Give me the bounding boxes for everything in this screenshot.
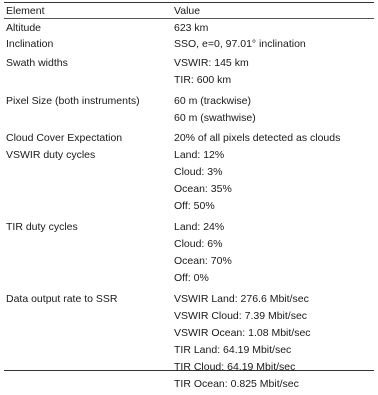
- row-value: TIR Land: 64.19 Mbit/sec: [174, 344, 292, 356]
- row-value: VSWIR Cloud: 7.39 Mbit/sec: [174, 310, 308, 322]
- row-label: VSWIR duty cycles: [6, 149, 96, 161]
- row-label: Pixel Size (both instruments): [6, 95, 140, 107]
- row-value: Off: 50%: [174, 200, 215, 212]
- table-row-tir-duty: [4, 217, 374, 289]
- row-value: 20% of all pixels detected as clouds: [174, 132, 341, 144]
- table-row-inclination: [4, 37, 374, 53]
- header-element: Element: [6, 4, 45, 17]
- row-label: Altitude: [6, 22, 42, 34]
- table-row-vswir-duty: [4, 147, 374, 217]
- header-value: Value: [174, 4, 201, 17]
- table-row-swath: [4, 53, 374, 91]
- row-value: Land: 12%: [174, 149, 225, 161]
- table-header: [4, 3, 374, 19]
- table-row-altitude: [4, 19, 374, 37]
- row-label: Inclination: [6, 38, 54, 50]
- row-value: 60 m (swathwise): [174, 112, 256, 124]
- row-label: TIR duty cycles: [6, 221, 78, 233]
- row-value: Off: 0%: [174, 272, 209, 284]
- specs-table: [4, 2, 374, 390]
- row-label: Swath widths: [6, 57, 68, 69]
- row-value: Cloud: 3%: [174, 166, 223, 178]
- row-value: TIR Cloud: 64.19 Mbit/sec: [174, 361, 296, 373]
- row-value: Ocean: 35%: [174, 183, 232, 195]
- row-value: 60 m (trackwise): [174, 95, 252, 107]
- row-label: Cloud Cover Expectation: [6, 132, 123, 144]
- row-value: Cloud: 6%: [174, 238, 223, 250]
- row-value: TIR: 600 km: [174, 74, 232, 86]
- row-label: Data output rate to SSR: [6, 293, 118, 305]
- row-value: Land: 24%: [174, 221, 225, 233]
- table-row-pixel-size: [4, 91, 374, 129]
- row-value: SSO, e=0, 97.01° inclination: [174, 38, 306, 50]
- table-row-data-output: [4, 289, 374, 395]
- row-value: VSWIR: 145 km: [174, 57, 249, 69]
- row-value: VSWIR Land: 276.6 Mbit/sec: [174, 293, 309, 305]
- row-value: TIR Ocean: 0.825 Mbit/sec: [174, 378, 299, 390]
- row-value: Ocean: 70%: [174, 255, 232, 267]
- row-value: 623 km: [174, 22, 209, 34]
- table-row-cloud-cover: [4, 129, 374, 147]
- row-value: VSWIR Ocean: 1.08 Mbit/sec: [174, 327, 311, 339]
